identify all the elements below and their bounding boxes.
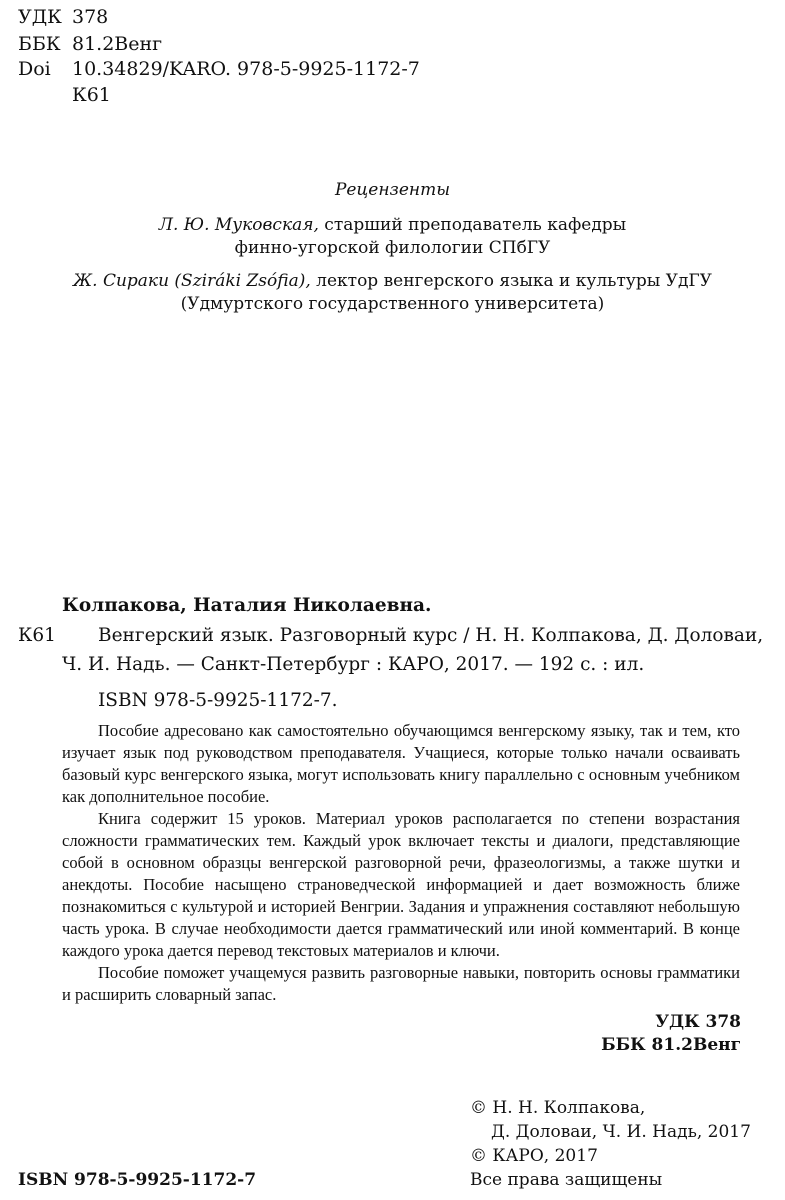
author-mark: К61 xyxy=(72,84,111,106)
biblio-author: Колпакова, Наталия Николаевна. xyxy=(62,595,432,616)
reviewer-1 xyxy=(0,215,785,235)
doi-label: Doi xyxy=(18,58,51,80)
biblio-title-line1: Венгерский язык. Разговорный курс / Н. Н. Колпакова, Д. Доловаи, xyxy=(98,625,764,646)
bbk-value: 81.2Венг xyxy=(72,33,163,55)
copyright-line-1: © Н. Н. Колпакова, xyxy=(470,1098,646,1118)
annotation xyxy=(62,720,740,1006)
reviewer-2-name: Ж. Сираки (Sziráki Zsófia), xyxy=(73,271,311,291)
copyright-line-4: Все права защищены xyxy=(470,1170,663,1190)
copyright-line-2: Д. Доловаи, Ч. И. Надь, 2017 xyxy=(491,1122,751,1142)
bbk-label: ББК xyxy=(18,33,61,55)
reviewer-2-title: лектор венгерского языка и культуры УдГУ xyxy=(310,271,712,291)
reviewer-1-affiliation: финно-угорской филологии СПбГУ xyxy=(234,238,551,258)
reviewer-1-name: Л. Ю. Муковская, xyxy=(158,215,319,235)
bottom-udk: УДК 378 xyxy=(655,1012,741,1032)
reviewer-2 xyxy=(0,271,785,291)
biblio-mark: К61 xyxy=(18,625,56,646)
doi-value: 10.34829/KARO. 978-5-9925-1172-7 xyxy=(72,58,420,80)
reviewers-heading: Рецензенты xyxy=(334,180,451,200)
biblio-title-line2: Ч. И. Надь. — Санкт-Петербург : КАРО, 2017. — 192 с. : ил. xyxy=(62,654,645,675)
annotation-paragraph-3: Пособие поможет учащемуся развить разговорные навыки, повторить основы грамматики и расширить словарный запас. xyxy=(62,963,740,1004)
annotation-paragraph-2: Книга содержит 15 уроков. Материал уроков располагается по степени возрастания сложности грамматических тем. Каждый урок включает тексты и диалоги, представляющие собой в основном образцы венгерской разговорной речи, фразеологизмы, а также шутки и анекдоты. Пособие насыщено страноведческой информацией и дает возможность ближе познакомиться с культурой и историей Венгрии. Задания и упражнения составляют небольшую часть урока. В случае необходимости дается грамматический или иной комментарий. В конце каждого урока дается перевод текстовых материалов и ключи. xyxy=(62,809,740,960)
udk-label: УДК xyxy=(18,6,62,28)
isbn-bottom: ISBN 978-5-9925-1172-7 xyxy=(18,1170,257,1190)
reviewer-2-affiliation: (Удмуртского государственного университета) xyxy=(180,294,605,314)
bottom-bbk: ББК 81.2Венг xyxy=(601,1035,741,1055)
copyright-line-3: © КАРО, 2017 xyxy=(470,1146,598,1166)
udk-value: 378 xyxy=(72,6,109,28)
annotation-paragraph-1: Пособие адресовано как самостоятельно обучающимся венгерскому языку, так и тем, кто изучает язык под руководством преподавателя. Учащиеся, которые только начали осваивать базовый курс венгерского языка, могут использовать книгу параллельно с основным учебником как дополнительное пособие. xyxy=(62,721,740,806)
reviewer-1-title: старший преподаватель кафедры xyxy=(318,215,627,235)
biblio-isbn: ISBN 978-5-9925-1172-7. xyxy=(98,690,338,711)
